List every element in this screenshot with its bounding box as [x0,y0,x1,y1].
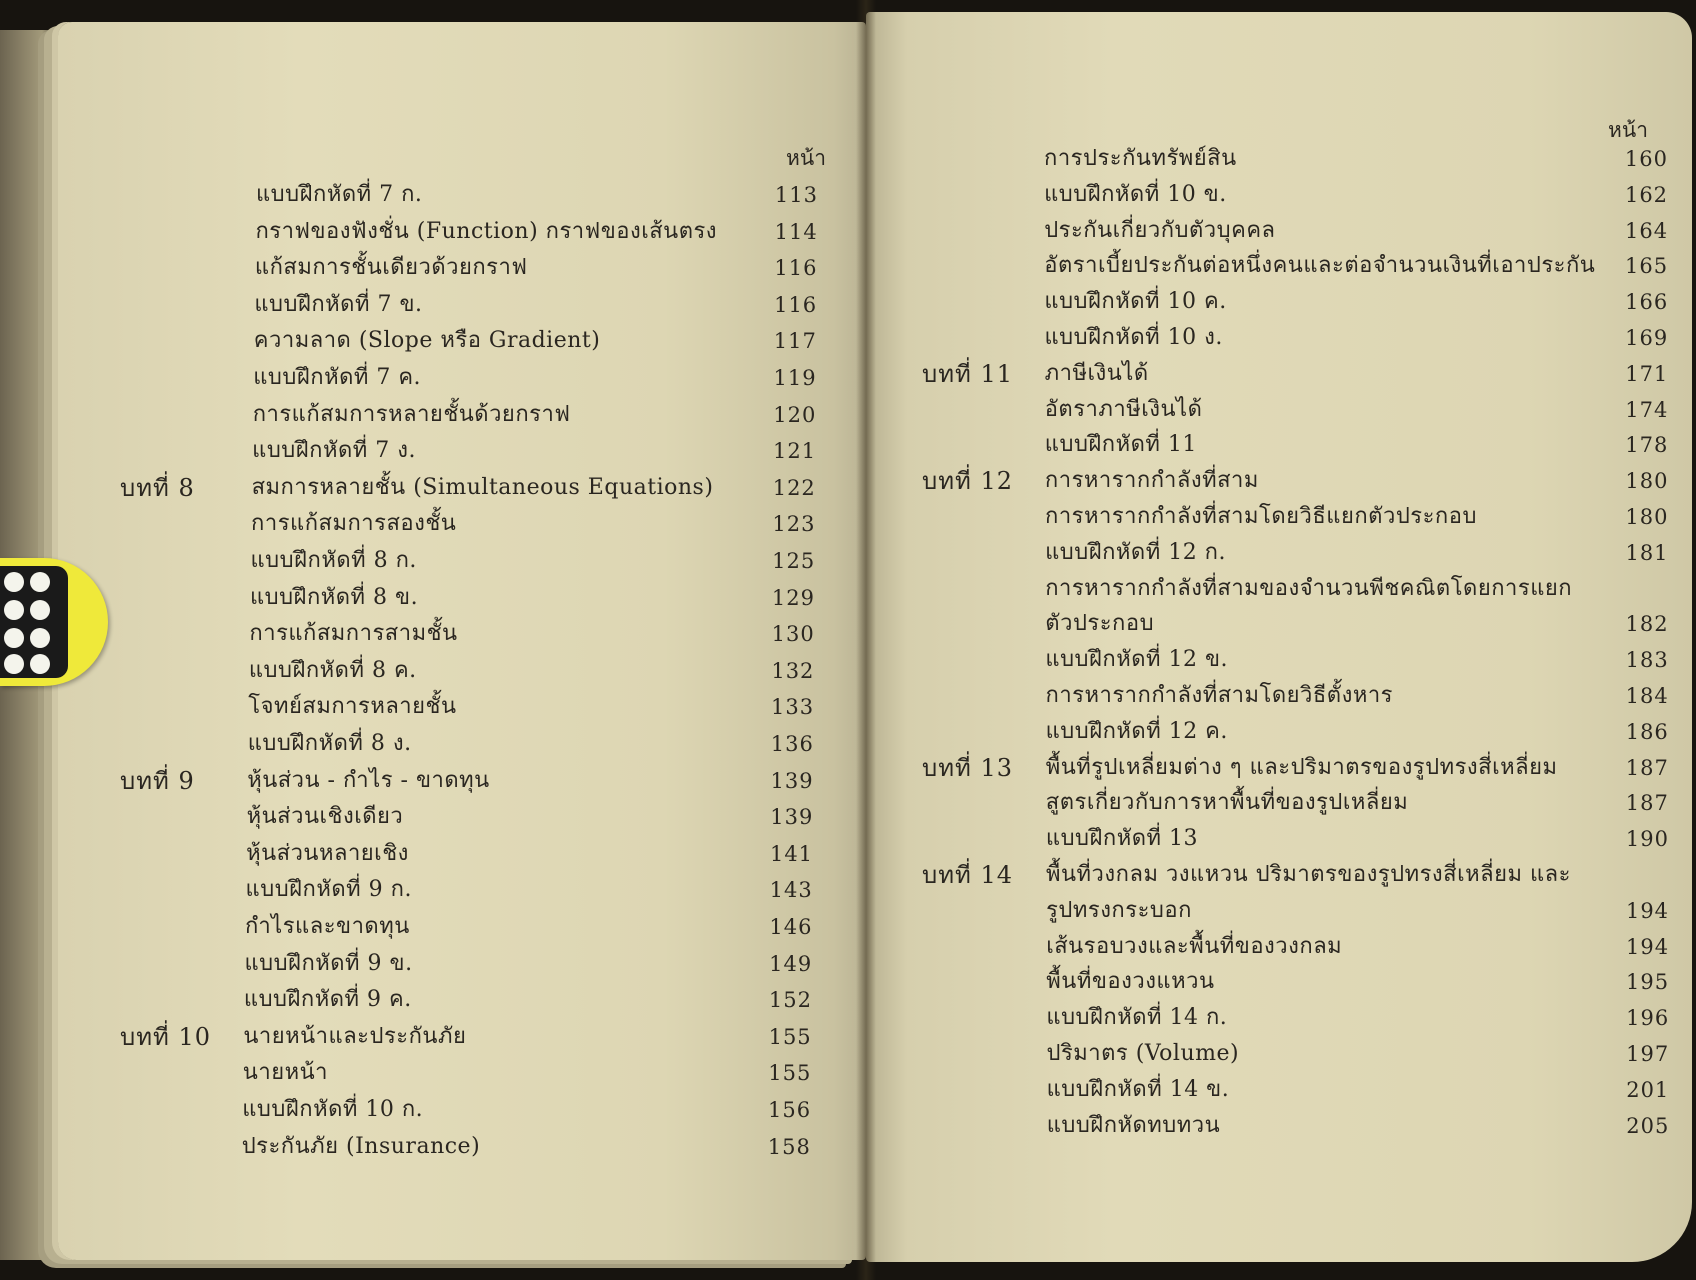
page-number: 164 [1625,218,1669,243]
page-number: 186 [1625,719,1669,744]
toc-entry [866,359,1686,389]
toc-entry [866,609,1686,639]
page-number: 196 [1626,1006,1670,1031]
toc-entry [58,656,858,686]
page-number: 178 [1625,433,1669,458]
page-number: 116 [774,256,818,281]
entry-title: แบบฝึกหัดที่ 12 ค. [1045,718,1228,744]
entry-title: แบบฝึกหัดที่ 10 ก. [242,1097,424,1122]
entry-title: แบบฝึกหัดที่ 7 ข. [254,291,423,317]
page-number: 120 [773,402,817,427]
page-number: 122 [772,475,816,500]
toc-entry [866,502,1686,532]
bookmark-dots [0,566,68,678]
toc-entry [58,509,858,539]
toc-entry [866,287,1686,317]
page-number: 143 [769,878,813,903]
page-number: 194 [1626,934,1670,959]
bookmark-dot [4,654,24,674]
page-number: 184 [1625,684,1669,708]
entry-title: แบบฝึกหัดที่ 12 ข. [1045,647,1229,673]
toc-entry [866,932,1686,962]
toc-entry [58,363,858,393]
toc-entry [866,1003,1686,1033]
page-number: 117 [773,329,817,354]
left-page-header: หน้า [786,146,826,170]
entry-title: เส้นรอบวงและพื้นที่ของวงกลม [1046,933,1343,959]
left-page [58,22,866,1260]
toc-entry [866,430,1686,460]
entry-title: หุ้นส่วนหลายเชิง [246,840,409,866]
page-number: 156 [768,1098,812,1122]
chapter-label: บทที่ 10 [120,1022,212,1051]
entry-title: กำไรและขาดทุน [245,914,410,939]
page-number: 132 [771,658,815,683]
entry-title: แบบฝึกหัดที่ 7 ง. [252,438,416,464]
page-number: 174 [1625,397,1669,422]
chapter-label: บทที่ 14 [922,861,1014,889]
entry-title: กราฟของฟังชั่น (Function) กราฟของเส้นตรง [255,218,718,244]
entry-title: ภาษีเงินได้ [1044,360,1149,386]
page-number: 125 [772,549,816,573]
entry-title: การประกันทรัพย์สิน [1044,146,1237,171]
entry-title: หุ้นส่วนเชิงเดียว [246,804,404,830]
toc-entry [58,290,858,320]
toc-entry [58,217,858,247]
bookmark-dot [4,600,24,620]
toc-entry [866,1039,1686,1069]
toc-entry [866,144,1686,174]
bookmark-dot [30,600,50,620]
toc-entry [866,824,1686,854]
toc-entry [58,619,858,649]
page-number: 133 [771,695,815,720]
page-number: 183 [1625,648,1669,673]
entry-title: โจทย์สมการหลายชั้น [248,694,457,720]
right-page-header: หน้า [1608,118,1648,142]
page-number: 187 [1625,755,1669,780]
page-number: 166 [1625,290,1669,315]
toc-entry [866,395,1686,425]
entry-title: การหารากกำลังที่สาม [1044,468,1259,494]
entry-title: แบบฝึกหัดที่ 12 ก. [1045,539,1226,565]
entry-title: อัตราภาษีเงินได้ [1044,396,1203,422]
page-number: 129 [771,585,815,610]
chapter-label: บทที่ 13 [922,753,1014,782]
toc-entry [58,1058,858,1088]
page-number: 155 [768,1061,812,1086]
entry-title: การแก้สมการสองชั้น [251,511,457,537]
entry-title: แบบฝึกหัดที่ 8 ก. [250,548,417,573]
toc-entry [866,1111,1686,1141]
page-number: 139 [770,805,814,830]
toc-entry [58,766,858,796]
toc-entry [58,875,858,905]
entry-title: พื้นที่รูปเหลี่ยมต่าง ๆ และปริมาตรของรูปทรงสี่เหลี่ยม [1045,754,1558,780]
page-number: 113 [774,183,818,207]
page-number: 160 [1624,147,1668,171]
page-number: 194 [1625,898,1670,923]
page-number: 162 [1624,182,1669,207]
entry-title: หุ้นส่วน - กำไร - ขาดทุน [247,767,490,793]
entry-title: ปริมาตร (Volume) [1046,1041,1240,1066]
entry-title: พื้นที่วงกลม วงแหวน ปริมาตรของรูปทรงสี่เหลี่ยม และ [1046,862,1571,887]
page-number: 123 [772,512,816,537]
entry-title: แบบฝึกหัดที่ 14 ข. [1046,1076,1230,1102]
book-spine [856,0,876,1280]
page-number: 136 [770,732,814,756]
page-number: 201 [1626,1077,1670,1102]
page-number: 114 [774,219,818,244]
toc-entry [866,967,1686,997]
toc-entry [58,985,858,1015]
page-number: 141 [769,841,814,866]
entry-title: สูตรเกี่ยวกับการหาพื้นที่ของรูปเหลี่ยม [1045,790,1409,816]
chapter-label: บทที่ 12 [922,467,1014,496]
entry-title: แบบฝึกหัดที่ 9 ค. [243,987,412,1013]
toc-entry [58,180,858,210]
bookmark-dot [4,628,24,648]
page-number: 169 [1625,326,1669,350]
toc-entry [866,538,1686,568]
entry-title: แบบฝึกหัดทบทวน [1046,1112,1221,1138]
entry-title: แบบฝึกหัดที่ 13 [1045,826,1198,852]
toc-entry [58,326,858,356]
page-number: 190 [1625,827,1669,852]
page-number: 139 [770,768,814,793]
entry-title: แบบฝึกหัดที่ 7 ค. [253,365,422,390]
toc-entry [866,860,1686,890]
toc-entry [58,400,858,430]
toc-entry [866,216,1686,246]
page-number: 119 [773,366,817,390]
toc-entry [58,692,858,722]
page-number: 146 [769,915,813,939]
entry-title: การแก้สมการสามชั้น [249,621,458,647]
page-number: 180 [1625,505,1669,529]
toc-entry [58,949,858,979]
toc-entry [866,896,1686,926]
entry-title: การหารากกำลังที่สามโดยวิธีตั้งหาร [1045,683,1393,708]
right-page [866,12,1692,1262]
toc-entry [58,546,858,576]
entry-title: การแก้สมการหลายชั้นด้วยกราฟ [252,401,571,427]
toc-entry [58,839,858,869]
toc-entry [58,436,858,466]
entry-title: แบบฝึกหัดที่ 8 ค. [248,657,417,683]
entry-title: พื้นที่ของวงแหวน [1046,969,1215,995]
page-number: 130 [771,622,815,647]
bookmark-dot [30,572,50,592]
chapter-label: บทที่ 9 [120,766,195,795]
toc-entry [58,912,858,942]
toc-entry [866,753,1686,783]
entry-title: รูปทรงกระบอก [1046,897,1192,923]
toc-entry [866,251,1686,281]
entry-title: แบบฝึกหัดที่ 10 ง. [1044,325,1223,350]
entry-title: นายหน้า [242,1060,328,1086]
page-number: 195 [1626,970,1670,995]
entry-title: สมการหลายชั้น (Simultaneous Equations) [251,474,714,500]
entry-title: แบบฝึกหัดที่ 8 ง. [247,731,412,756]
page-number: 152 [768,988,812,1013]
entry-title: แบบฝึกหัดที่ 14 ก. [1046,1005,1228,1031]
chapter-label: บทที่ 8 [120,473,195,502]
entry-title: ความลาด (Slope หรือ Gradient) [253,328,601,354]
toc-entry [866,681,1686,711]
entry-title: การหารากกำลังที่สามของจำนวนพีชคณิตโดยการแยก [1045,575,1573,601]
toc-entry [58,583,858,613]
page-number: 180 [1625,469,1669,494]
page-number: 149 [769,951,813,976]
toc-entry [58,802,858,832]
toc-entry [866,574,1686,604]
entry-title: แบบฝึกหัดที่ 11 [1044,432,1197,458]
bookmark-dot [30,628,50,648]
entry-title: แบบฝึกหัดที่ 10 ค. [1044,289,1227,315]
toc-entry [866,180,1686,210]
toc-entry [866,717,1686,747]
toc-entry [58,253,858,283]
entry-title: แบบฝึกหัดที่ 8 ข. [249,584,419,610]
entry-title: แบบฝึกหัดที่ 9 ข. [244,950,413,976]
toc-entry [866,466,1686,496]
page-number: 158 [767,1134,811,1159]
entry-title: ประกันภัย (Insurance) [241,1133,481,1159]
entry-title: ประกันเกี่ยวกับตัวบุคคล [1044,217,1276,243]
chapter-label: บทที่ 11 [922,359,1014,388]
entry-title: นายหน้าและประกันภัย [243,1023,467,1049]
entry-title: แก้สมการชั้นเดียวด้วยกราฟ [254,255,528,281]
toc-entry [58,729,858,759]
entry-title: ตัวประกอบ [1045,611,1155,637]
toc-entry [58,1095,858,1125]
toc-entry [58,1132,858,1162]
page-number: 121 [772,439,817,464]
bookmark-dot [30,654,50,674]
toc-entry [866,788,1686,818]
toc-entry [58,1022,858,1052]
entry-title: แบบฝึกหัดที่ 10 ข. [1044,181,1227,207]
page-number: 181 [1625,540,1669,565]
toc-entry [866,645,1686,675]
bookmark-dot [4,572,24,592]
entry-title: แบบฝึกหัดที่ 7 ก. [256,182,423,207]
page-number: 205 [1626,1113,1670,1138]
page-number: 116 [774,292,818,317]
page-number: 187 [1625,791,1669,816]
toc-entry [58,473,858,503]
entry-title: อัตราเบี้ยประกันต่อหนึ่งคนและต่อจำนวนเงินที่เอาประกัน [1044,253,1596,279]
toc-entry [866,323,1686,353]
entry-title: แบบฝึกหัดที่ 9 ก. [245,877,412,903]
page-number: 155 [768,1024,812,1049]
page-number: 182 [1625,612,1669,637]
toc-entry [866,1075,1686,1105]
page-number: 197 [1626,1042,1670,1066]
page-number: 165 [1625,254,1669,279]
page-number: 171 [1625,361,1669,386]
entry-title: การหารากกำลังที่สามโดยวิธีแยกตัวประกอบ [1045,504,1477,529]
